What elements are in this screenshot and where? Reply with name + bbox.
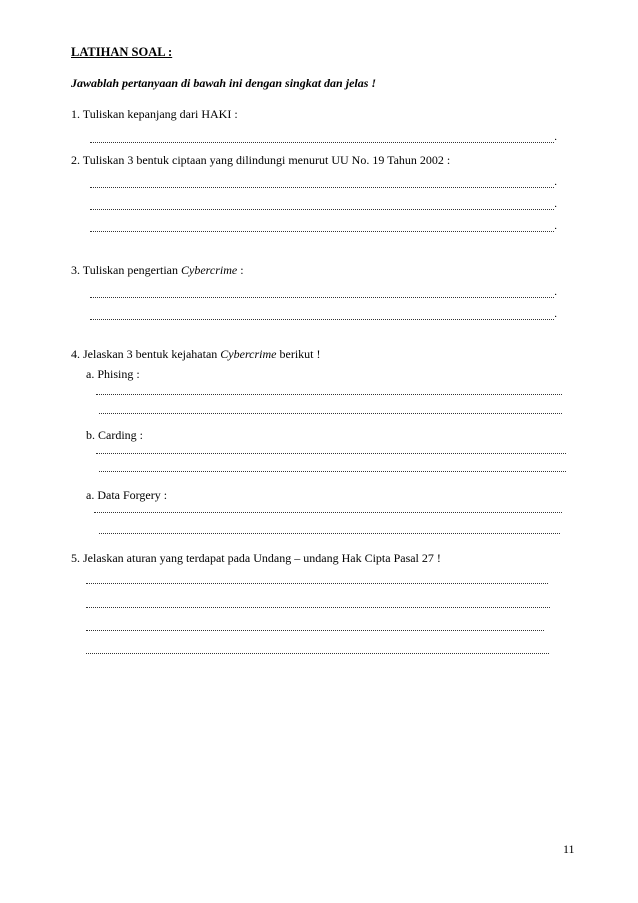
question-4a-label: a. Phising : bbox=[86, 367, 140, 381]
question-3-term: Cybercrime bbox=[181, 263, 238, 277]
answer-line-q2-3[interactable] bbox=[90, 231, 554, 232]
answer-line-q4b-1[interactable] bbox=[96, 453, 566, 454]
answer-line-q5-4[interactable] bbox=[86, 653, 549, 654]
answer-line-q4c-1[interactable] bbox=[94, 512, 562, 513]
instruction-text: Jawablah pertanyaan di bawah ini dengan singkat dan jelas ! bbox=[71, 76, 377, 90]
question-4 bbox=[71, 347, 321, 361]
worksheet-title: LATIHAN SOAL : bbox=[71, 45, 173, 59]
answer-line-q5-1[interactable] bbox=[86, 583, 548, 584]
question-4-suffix: berikut ! bbox=[276, 347, 321, 361]
question-3-suffix: : bbox=[237, 263, 244, 277]
answer-line-q3-2[interactable] bbox=[90, 319, 554, 320]
question-5: 5. Jelaskan aturan yang terdapat pada Undang – undang Hak Cipta Pasal 27 ! bbox=[71, 551, 441, 565]
question-4c-label: a. Data Forgery : bbox=[86, 488, 168, 502]
answer-line-q2-1[interactable] bbox=[90, 187, 554, 188]
answer-line-q5-2[interactable] bbox=[86, 607, 550, 608]
answer-line-q4b-2[interactable] bbox=[99, 471, 566, 472]
question-2: 2. Tuliskan 3 bentuk ciptaan yang dilindungi menurut UU No. 19 Tahun 2002 : bbox=[71, 153, 451, 167]
answer-line-q4a-1[interactable] bbox=[96, 394, 562, 395]
question-3 bbox=[71, 263, 244, 277]
question-4-term: Cybercrime bbox=[220, 347, 277, 361]
question-4-prefix: 4. Jelaskan 3 bentuk kejahatan bbox=[71, 347, 221, 361]
answer-line-q1[interactable] bbox=[90, 142, 554, 143]
answer-line-q4c-2[interactable] bbox=[99, 533, 560, 534]
answer-line-q4a-2[interactable] bbox=[99, 413, 562, 414]
question-1: 1. Tuliskan kepanjang dari HAKI : bbox=[71, 107, 238, 121]
page-number: 11 bbox=[563, 842, 575, 856]
question-3-prefix: 3. Tuliskan pengertian bbox=[71, 263, 181, 277]
answer-line-q3-1[interactable] bbox=[90, 297, 554, 298]
answer-line-q2-2[interactable] bbox=[90, 209, 554, 210]
question-4b-label: b. Carding : bbox=[86, 428, 143, 442]
answer-line-q5-3[interactable] bbox=[86, 630, 544, 631]
